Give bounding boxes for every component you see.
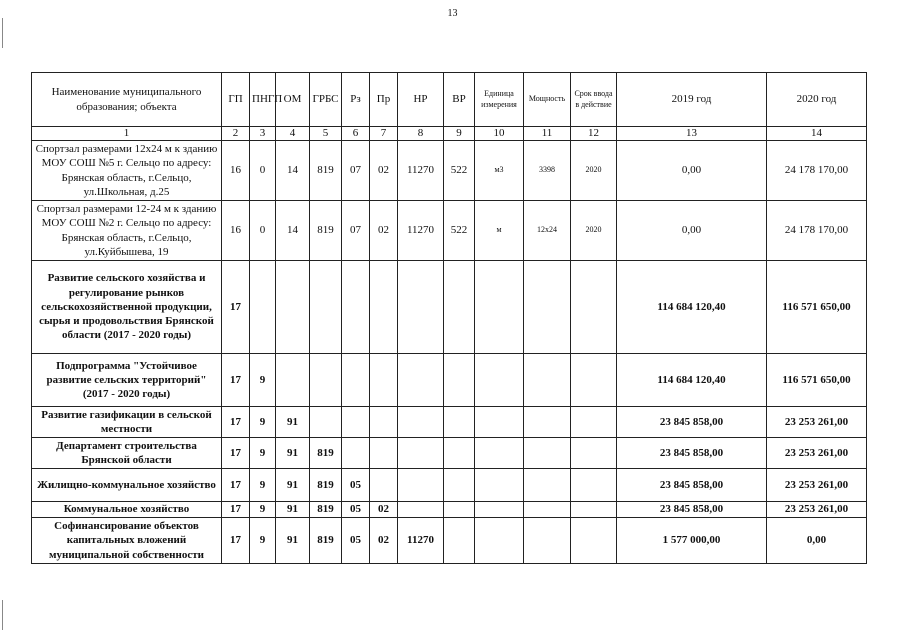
cell-rz [342, 261, 370, 354]
col-header-unit: Единица измерения [475, 73, 524, 127]
cell-grbs: 819 [310, 518, 342, 564]
table-row [32, 518, 867, 564]
cell-pngp: 9 [250, 407, 276, 438]
cell-pngp: 9 [250, 518, 276, 564]
cell-name: Спортзал размерами 12-24 м к зданию МОУ СОШ №2 г. Сельцо по адресу: Брянская область, г.Сельцо, ул.Куйбышева, 19 [32, 201, 222, 261]
col-header-vr: ВР [444, 73, 475, 127]
col-num: 14 [767, 127, 867, 141]
cell-nr: 11270 [398, 518, 444, 564]
cell-gp: 17 [222, 354, 250, 407]
cell-2019: 23 845 858,00 [617, 469, 767, 502]
cell-2020: 23 253 261,00 [767, 502, 867, 518]
cell-name: Софинансирование объектов капитальных вложений муниципальной собственности [32, 518, 222, 564]
col-num: 7 [370, 127, 398, 141]
cell-gp: 16 [222, 201, 250, 261]
cell-pngp: 0 [250, 141, 276, 201]
cell-pngp: 9 [250, 354, 276, 407]
cell-nr [398, 502, 444, 518]
cell-pr: 02 [370, 502, 398, 518]
table-row [32, 407, 867, 438]
cell-2020: 0,00 [767, 518, 867, 564]
cell-power [524, 407, 571, 438]
table-row [32, 469, 867, 502]
col-num: 12 [571, 127, 617, 141]
cell-grbs [310, 354, 342, 407]
cell-om: 91 [276, 502, 310, 518]
cell-om: 91 [276, 407, 310, 438]
cell-name: Департамент строительства Брянской области [32, 438, 222, 469]
cell-unit: м3 [475, 141, 524, 201]
col-header-rz: Рз [342, 73, 370, 127]
col-header-pr: Пр [370, 73, 398, 127]
cell-2020: 23 253 261,00 [767, 438, 867, 469]
cell-unit [475, 502, 524, 518]
col-num: 4 [276, 127, 310, 141]
cell-gp: 17 [222, 407, 250, 438]
col-header-gp: ГП [222, 73, 250, 127]
cell-unit [475, 469, 524, 502]
cell-om [276, 261, 310, 354]
cell-2020: 116 571 650,00 [767, 261, 867, 354]
cell-nr [398, 407, 444, 438]
cell-power: 3398 [524, 141, 571, 201]
cell-power [524, 261, 571, 354]
cell-name: Спортзал размерами 12х24 м к зданию МОУ СОШ №5 г. Сельцо по адресу: Брянская область, г.Сельцо, ул.Школьная, д.25 [32, 141, 222, 201]
col-header-nr: НР [398, 73, 444, 127]
cell-2019: 23 845 858,00 [617, 502, 767, 518]
cell-unit [475, 354, 524, 407]
cell-pr: 02 [370, 518, 398, 564]
cell-2019: 1 577 000,00 [617, 518, 767, 564]
col-num: 1 [32, 127, 222, 141]
cell-2020: 116 571 650,00 [767, 354, 867, 407]
cell-pngp: 9 [250, 502, 276, 518]
cell-term [571, 354, 617, 407]
col-header-term: Срок ввода в действие [571, 73, 617, 127]
table-row [32, 502, 867, 518]
col-header-2020: 2020 год [767, 73, 867, 127]
cell-vr [444, 502, 475, 518]
cell-grbs: 819 [310, 201, 342, 261]
cell-unit: м [475, 201, 524, 261]
cell-grbs [310, 407, 342, 438]
cell-vr: 522 [444, 141, 475, 201]
table-row [32, 354, 867, 407]
cell-pr: 02 [370, 201, 398, 261]
col-header-grbs: ГРБС [310, 73, 342, 127]
cell-pngp: 0 [250, 201, 276, 261]
cell-rz: 07 [342, 141, 370, 201]
cell-gp: 17 [222, 438, 250, 469]
cell-name: Коммунальное хозяйство [32, 502, 222, 518]
cell-term: 2020 [571, 201, 617, 261]
cell-rz: 05 [342, 502, 370, 518]
cell-2019: 114 684 120,40 [617, 354, 767, 407]
col-num: 10 [475, 127, 524, 141]
cell-om: 14 [276, 201, 310, 261]
cell-om: 14 [276, 141, 310, 201]
col-num: 2 [222, 127, 250, 141]
cell-2019: 0,00 [617, 141, 767, 201]
cell-rz: 07 [342, 201, 370, 261]
cell-unit [475, 407, 524, 438]
cell-pr [370, 407, 398, 438]
cell-vr [444, 354, 475, 407]
cell-grbs [310, 261, 342, 354]
table-row [32, 201, 867, 261]
cell-grbs: 819 [310, 141, 342, 201]
cell-2020: 24 178 170,00 [767, 201, 867, 261]
cell-name: Развитие сельского хозяйства и регулирование рынков сельскохозяйственной продукции, сырья и продовольствия Брянской области (2017 - 2020 годы) [32, 261, 222, 354]
cell-unit [475, 518, 524, 564]
cell-term [571, 438, 617, 469]
cell-pngp [250, 261, 276, 354]
cell-pngp: 9 [250, 469, 276, 502]
cell-om: 91 [276, 438, 310, 469]
budget-table [31, 72, 867, 564]
col-header-pngp: ПНГП [250, 73, 276, 127]
cell-term [571, 518, 617, 564]
cell-nr [398, 354, 444, 407]
cell-pr: 02 [370, 141, 398, 201]
cell-vr [444, 438, 475, 469]
cell-om: 91 [276, 469, 310, 502]
cell-pr [370, 354, 398, 407]
cell-rz [342, 407, 370, 438]
col-num: 11 [524, 127, 571, 141]
cell-2019: 23 845 858,00 [617, 438, 767, 469]
margin-mark [2, 18, 3, 48]
col-num: 6 [342, 127, 370, 141]
cell-pr [370, 261, 398, 354]
column-number-row [32, 127, 867, 141]
cell-vr [444, 407, 475, 438]
cell-gp: 17 [222, 518, 250, 564]
cell-gp: 17 [222, 469, 250, 502]
cell-term [571, 502, 617, 518]
col-num: 3 [250, 127, 276, 141]
cell-nr [398, 469, 444, 502]
cell-vr [444, 518, 475, 564]
cell-2020: 23 253 261,00 [767, 407, 867, 438]
cell-power [524, 518, 571, 564]
cell-rz [342, 438, 370, 469]
cell-gp: 17 [222, 261, 250, 354]
col-num: 5 [310, 127, 342, 141]
col-header-name: Наименование муниципального образования; объекта [32, 73, 222, 127]
cell-vr [444, 261, 475, 354]
cell-vr [444, 469, 475, 502]
col-num: 13 [617, 127, 767, 141]
col-header-power: Мощность [524, 73, 571, 127]
col-num: 9 [444, 127, 475, 141]
cell-om [276, 354, 310, 407]
cell-name: Подпрограмма "Устойчивое развитие сельских территорий" (2017 - 2020 годы) [32, 354, 222, 407]
cell-vr: 522 [444, 201, 475, 261]
header-row [32, 73, 867, 127]
cell-power: 12х24 [524, 201, 571, 261]
cell-power [524, 438, 571, 469]
col-header-2019: 2019 год [617, 73, 767, 127]
table-row [32, 438, 867, 469]
cell-gp: 16 [222, 141, 250, 201]
cell-om: 91 [276, 518, 310, 564]
cell-unit [475, 261, 524, 354]
cell-pr [370, 469, 398, 502]
cell-nr [398, 261, 444, 354]
cell-term [571, 407, 617, 438]
cell-term: 2020 [571, 141, 617, 201]
cell-term [571, 469, 617, 502]
col-num: 8 [398, 127, 444, 141]
cell-2019: 114 684 120,40 [617, 261, 767, 354]
cell-name: Жилищно-коммунальное хозяйство [32, 469, 222, 502]
table-row [32, 261, 867, 354]
cell-unit [475, 438, 524, 469]
table-row [32, 141, 867, 201]
cell-nr: 11270 [398, 201, 444, 261]
cell-power [524, 469, 571, 502]
page-number: 13 [447, 8, 458, 19]
cell-power [524, 354, 571, 407]
col-header-om: ОМ [276, 73, 310, 127]
cell-power [524, 502, 571, 518]
cell-2019: 23 845 858,00 [617, 407, 767, 438]
cell-grbs: 819 [310, 438, 342, 469]
cell-grbs: 819 [310, 469, 342, 502]
cell-name: Развитие газификации в сельской местности [32, 407, 222, 438]
cell-rz: 05 [342, 469, 370, 502]
margin-mark [2, 600, 3, 630]
cell-nr [398, 438, 444, 469]
cell-nr: 11270 [398, 141, 444, 201]
cell-rz [342, 354, 370, 407]
cell-2020: 24 178 170,00 [767, 141, 867, 201]
cell-2020: 23 253 261,00 [767, 469, 867, 502]
cell-2019: 0,00 [617, 201, 767, 261]
cell-grbs: 819 [310, 502, 342, 518]
cell-rz: 05 [342, 518, 370, 564]
cell-gp: 17 [222, 502, 250, 518]
cell-pr [370, 438, 398, 469]
cell-term [571, 261, 617, 354]
cell-pngp: 9 [250, 438, 276, 469]
